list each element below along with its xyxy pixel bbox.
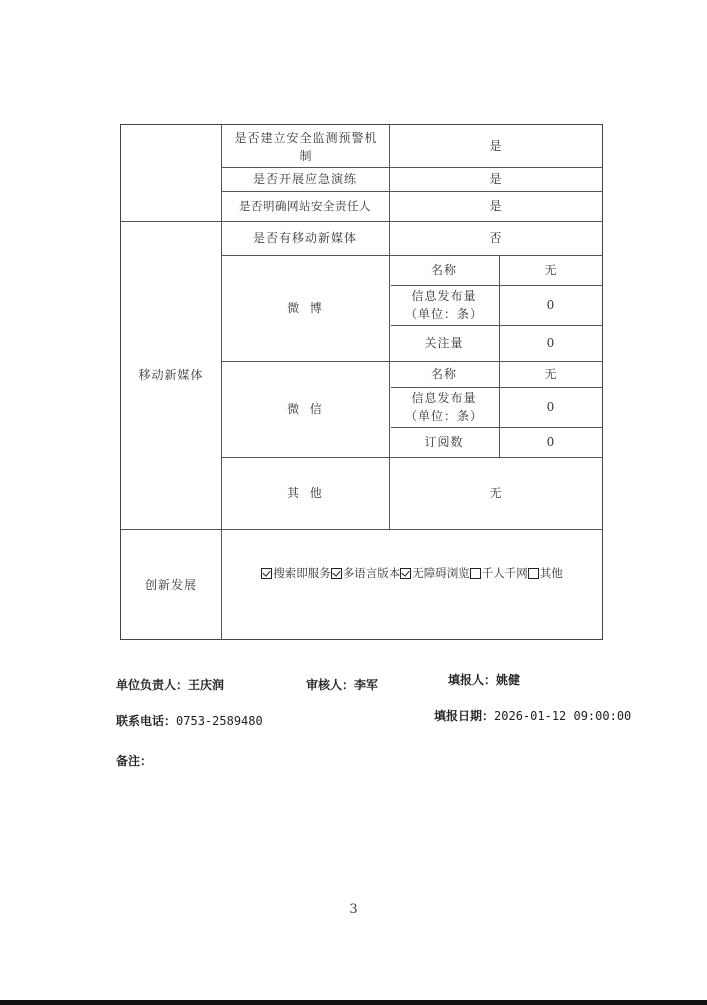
reviewer-label: 审核人： (306, 678, 355, 692)
report-table (120, 124, 603, 640)
owner-value: 是 (489, 199, 503, 213)
monitor-label: 是否建立安全监测预警机制 (234, 131, 378, 163)
wechat-posts-value: 0 (546, 400, 556, 414)
innovation-option[interactable] (331, 564, 401, 582)
wechat-sub-value: 0 (546, 435, 556, 449)
wechat-label: 微 信 (287, 402, 323, 416)
fill-date (434, 707, 631, 724)
note-label: 备注： (116, 754, 153, 768)
filler-value: 姚健 (496, 673, 521, 687)
checked-box-icon[interactable] (331, 568, 342, 579)
drill-value: 是 (489, 172, 503, 186)
filler-label: 填报人： (448, 673, 497, 687)
unchecked-box-icon[interactable] (528, 568, 539, 579)
innovation-option[interactable] (528, 564, 563, 582)
unit-head-label: 单位负责人： (116, 678, 189, 692)
innovation-option-label: 千人千网 (481, 566, 528, 580)
wechat-posts-label: 信息发布量（单位：条） (404, 391, 483, 423)
media-section-label: 移动新媒体 (138, 368, 204, 382)
reviewer (306, 676, 378, 693)
unit-head (116, 676, 224, 693)
fill-date-value: 2026-01-12 09:00:00 (494, 709, 632, 723)
weibo-follow-label: 关注量 (424, 336, 464, 350)
weibo-name-label: 名称 (430, 263, 457, 277)
weibo-label: 微 博 (287, 301, 323, 315)
innovation-option[interactable] (261, 564, 331, 582)
innovation-label: 创新发展 (144, 577, 197, 592)
weibo-follow-value: 0 (546, 336, 556, 350)
innovation-option[interactable] (470, 564, 528, 582)
monitor-value: 是 (489, 139, 503, 153)
contact-phone-value: 0753-2589480 (176, 714, 263, 728)
innovation-option[interactable] (400, 564, 470, 582)
innovation-option-label: 搜索即服务 (273, 566, 331, 580)
contact-phone-label: 联系电话： (116, 714, 177, 728)
weibo-posts-label: 信息发布量（单位：条） (404, 289, 483, 321)
unit-head-value: 王庆润 (188, 678, 225, 692)
innovation-option-label: 其他 (539, 566, 563, 580)
filler (448, 671, 520, 688)
checked-box-icon[interactable] (400, 568, 411, 579)
page-number: 3 (349, 902, 358, 917)
other-media-value: 无 (489, 486, 503, 500)
innovation-option-label: 无障碍浏览 (412, 566, 470, 580)
wechat-name-label: 名称 (430, 367, 457, 381)
wechat-name-value: 无 (544, 367, 558, 381)
owner-label: 是否明确网站安全责任人 (239, 199, 371, 213)
innovation-option-label: 多语言版本 (342, 566, 401, 580)
unchecked-box-icon[interactable] (470, 568, 481, 579)
weibo-name-value: 无 (544, 263, 558, 277)
bottom-edge (0, 1000, 707, 1005)
weibo-posts-value: 0 (546, 298, 556, 312)
wechat-sub-label: 订阅数 (424, 435, 464, 449)
fill-date-label: 填报日期： (434, 709, 495, 723)
checked-box-icon[interactable] (261, 568, 272, 579)
drill-label: 是否开展应急演练 (252, 172, 357, 186)
has-media-value: 否 (489, 231, 503, 245)
has-media-label: 是否有移动新媒体 (252, 231, 357, 245)
innovation-options (221, 529, 603, 617)
other-media-label: 其 他 (287, 486, 323, 500)
contact-phone (116, 712, 263, 729)
reviewer-value: 李军 (354, 678, 379, 692)
